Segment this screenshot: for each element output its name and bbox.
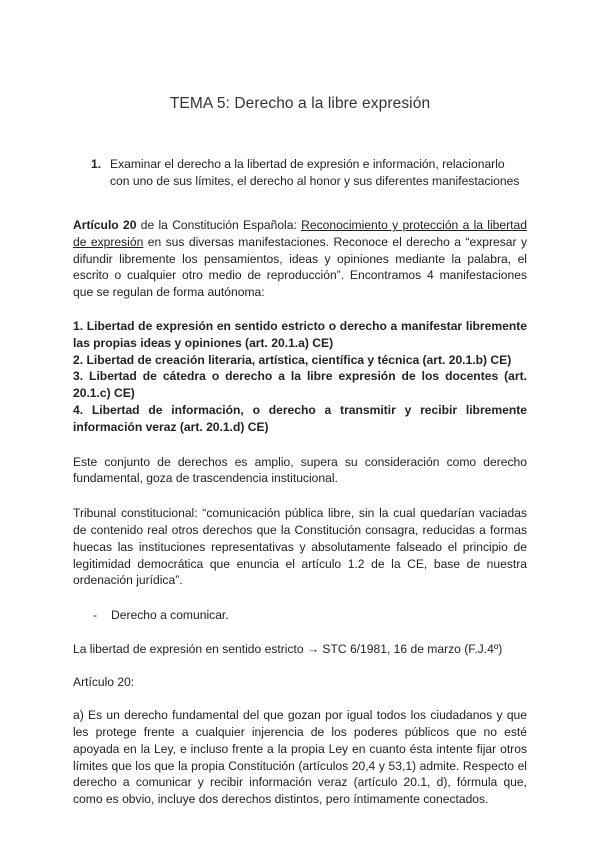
bullet-dash: - <box>93 608 98 623</box>
intro-underlined: Reconocimiento y protección a la libertad de expresión <box>73 218 527 249</box>
intro-part-2: en sus diversas manifestaciones. Reconoce el derecho a “expresar y difundir libremente los pensamientos, ideas y opiniones mediante la palabra, el escrito o cualquier otro medio de reproducción”. Encontramos 4 manifestaciones que se regulan de forma autónoma: <box>73 234 527 300</box>
stc-paragraph: La libertad de expresión en sentido estricto → STC 6/1981, 16 de marzo (F.J.4º) <box>73 642 503 657</box>
manifestations-list <box>73 318 527 436</box>
question-item <box>91 156 527 189</box>
intro-paragraph <box>73 217 527 301</box>
intro-part-1: de la Constitución Española: <box>136 218 302 232</box>
manifestation-item: 1. Libertad de expresión en sentido estricto o derecho a manifestar libremente las propias ideas y opiniones (art. 20.1.a) CE) <box>73 318 527 350</box>
article-heading: Artículo 20: <box>73 675 135 690</box>
tribunal-paragraph: Tribunal constitucional: “comunicación pública libre, sin la cual quedarían vaciadas de contenido real otros derechos que la Constitución consagra, reducidas a formas huecas las instituciones representativas y absolutamente falseado el principio de legitimidad democrática que enuncia el artículo 1.2 de la CE, base de nuestra ordenación jurídica”. <box>73 506 527 588</box>
manifestation-item: 3. Libertad de cátedra o derecho a la libre expresión de los docentes (art. 20.1.c) CE) <box>73 369 527 401</box>
manifestation-item: 2. Libertad de creación literaria, artística, científica y técnica (art. 20.1.b) CE) <box>73 352 512 367</box>
page-title: TEMA 5: Derecho a la libre expresión <box>169 95 431 112</box>
manifestation-item: 4. Libertad de información, o derecho a transmitir y recibir libremente información veraz (art. 20.1.d) CE) <box>73 402 527 434</box>
question-number: 1. <box>91 157 102 171</box>
question-text: Examinar el derecho a la libertad de expresión e información, relacionarlo con uno de sus límites, el derecho al honor y sus diferentes manifestaciones <box>110 157 520 188</box>
article-ref-bold: Artículo 20 <box>73 218 137 232</box>
article-a-paragraph: a) Es un derecho fundamental del que gozan por igual todos los ciudadanos y que les protege frente a cualquier injerencia de los poderes públicos que no esté apoyada en la Ley, e incluso frente a la propia Ley en cuanto ésta intente fijar otros límites que los que la propia Constitución (artículos 20,4 y 53,1) admite. Respecto el derecho a comunicar y recibir información veraz (artículo 20.1, d), fórmula que, como es obvio, incluye dos derechos distintos, pero íntimamente conectados. <box>73 708 527 807</box>
bullet-text: Derecho a comunicar. <box>111 608 229 623</box>
bullet-item <box>93 607 527 624</box>
rights-paragraph: Este conjunto de derechos es amplio, supera su consideración como derecho fundamental, goza de trascendencia institucional. <box>73 454 527 486</box>
